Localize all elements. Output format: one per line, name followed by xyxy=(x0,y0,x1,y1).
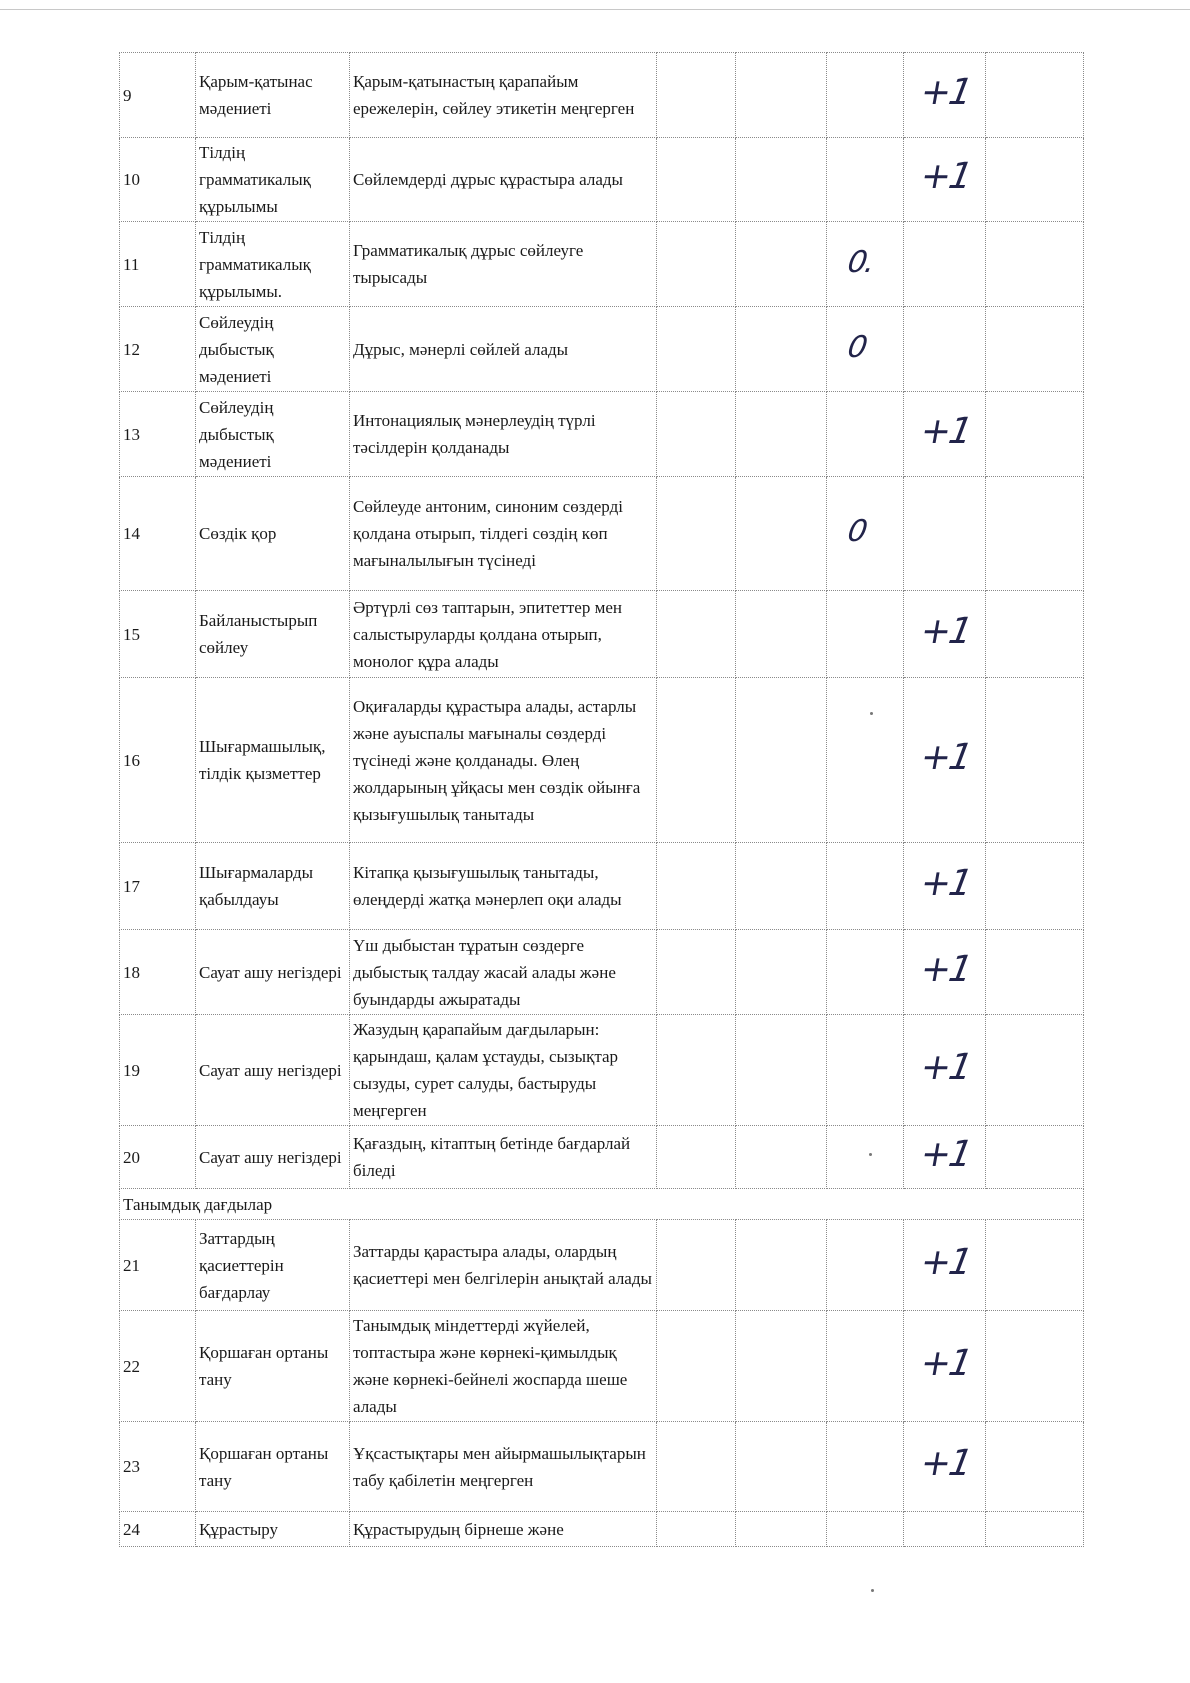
score-cell xyxy=(986,1311,1084,1422)
score-cell xyxy=(986,307,1084,392)
score-cell xyxy=(827,392,904,477)
handwritten-score: 0 xyxy=(844,329,869,365)
score-cell xyxy=(736,138,827,222)
table-row xyxy=(120,930,1084,1015)
score-cell xyxy=(904,53,986,138)
skill-description: Дұрыс, мәнерлі сөйлей алады xyxy=(350,307,657,392)
score-cell xyxy=(736,843,827,930)
handwritten-score: +1 xyxy=(917,948,974,990)
handwritten-score: +1 xyxy=(917,862,974,904)
row-number: 21 xyxy=(120,1220,196,1311)
skill-description: Интонациялық мәнерлеудің түрлі тәсілдерін қолданады xyxy=(350,392,657,477)
score-cell xyxy=(904,1220,986,1311)
score-cell xyxy=(827,1422,904,1512)
skill-description: Үш дыбыстан тұратын сөздерге дыбыстық талдау жасай алады және буындарды ажыратады xyxy=(350,930,657,1015)
handwritten-score: +1 xyxy=(917,1443,974,1484)
score-cell xyxy=(986,1015,1084,1126)
score-cell xyxy=(904,1015,986,1126)
table-row xyxy=(120,1311,1084,1422)
score-cell xyxy=(827,930,904,1015)
skill-area: Сауат ашу негіздері xyxy=(196,930,350,1015)
score-cell xyxy=(657,1311,736,1422)
skill-area: Шығармаларды қабылдауы xyxy=(196,843,350,930)
handwritten-score: +1 xyxy=(917,1046,974,1088)
row-number: 22 xyxy=(120,1311,196,1422)
score-cell xyxy=(986,591,1084,678)
score-cell xyxy=(827,138,904,222)
score-cell xyxy=(736,1422,827,1512)
score-cell xyxy=(827,843,904,930)
score-cell xyxy=(657,678,736,843)
score-cell xyxy=(657,930,736,1015)
score-cell xyxy=(827,222,904,307)
row-number: 17 xyxy=(120,843,196,930)
table-row xyxy=(120,1015,1084,1126)
score-cell xyxy=(904,930,986,1015)
score-cell xyxy=(904,1126,986,1189)
row-number: 18 xyxy=(120,930,196,1015)
score-cell xyxy=(827,1311,904,1422)
handwritten-score: +1 xyxy=(917,1342,974,1384)
score-cell xyxy=(986,138,1084,222)
score-cell xyxy=(657,138,736,222)
score-cell xyxy=(736,1512,827,1547)
row-number: 12 xyxy=(120,307,196,392)
skill-area: Сөйлеудің дыбыстық мәдениеті xyxy=(196,307,350,392)
score-cell xyxy=(736,222,827,307)
score-cell xyxy=(904,138,986,222)
skill-area: Қоршаған ортаны тану xyxy=(196,1311,350,1422)
row-number: 23 xyxy=(120,1422,196,1512)
score-cell xyxy=(986,678,1084,843)
score-cell xyxy=(736,392,827,477)
score-cell xyxy=(904,1512,986,1547)
skill-description: Танымдық міндеттерді жүйелей, топтастыра және көрнекі-қимылдық және көрнекі-бейнелі жоспарда шеше алады xyxy=(350,1311,657,1422)
row-number: 11 xyxy=(120,222,196,307)
handwritten-score: 0 xyxy=(844,514,869,549)
score-cell xyxy=(736,1220,827,1311)
score-cell xyxy=(657,843,736,930)
score-cell xyxy=(827,477,904,591)
skill-description: Грамматикалық дұрыс сөйлеуге тырысады xyxy=(350,222,657,307)
score-cell xyxy=(736,591,827,678)
score-cell xyxy=(827,1126,904,1189)
score-cell xyxy=(986,1512,1084,1547)
row-number: 16 xyxy=(120,678,196,843)
table-row xyxy=(120,307,1084,392)
skill-area: Тілдің грамматикалық құрылымы xyxy=(196,138,350,222)
score-cell xyxy=(827,591,904,678)
section-row xyxy=(120,1189,1084,1220)
skill-area: Сөздік қор xyxy=(196,477,350,591)
scan-speck xyxy=(869,1153,872,1156)
score-cell xyxy=(904,307,986,392)
skill-description: Сөйлемдерді дұрыс құрастыра алады xyxy=(350,138,657,222)
score-cell xyxy=(904,1422,986,1512)
score-cell xyxy=(986,1422,1084,1512)
score-cell xyxy=(657,477,736,591)
table-row xyxy=(120,1422,1084,1512)
handwritten-score: +1 xyxy=(917,610,974,652)
table-row xyxy=(120,1126,1084,1189)
row-number: 9 xyxy=(120,53,196,138)
score-cell xyxy=(827,678,904,843)
score-cell xyxy=(657,1220,736,1311)
score-cell xyxy=(657,392,736,477)
skill-description: Ұқсастықтары мен айырмашылықтарын табу қабілетін меңгерген xyxy=(350,1422,657,1512)
table-row xyxy=(120,222,1084,307)
score-cell xyxy=(986,53,1084,138)
handwritten-score: +1 xyxy=(917,736,974,778)
score-cell xyxy=(827,1220,904,1311)
score-cell xyxy=(827,307,904,392)
handwritten-score: +1 xyxy=(917,410,974,452)
score-cell xyxy=(986,392,1084,477)
score-cell xyxy=(986,222,1084,307)
score-cell xyxy=(736,678,827,843)
skill-description: Қарым-қатынастың қарапайым ережелерін, сөйлеу этикетін меңгерген xyxy=(350,53,657,138)
skill-area: Тілдің грамматикалық құрылымы. xyxy=(196,222,350,307)
handwritten-score: 0. xyxy=(844,244,876,280)
score-cell xyxy=(986,843,1084,930)
score-cell xyxy=(736,53,827,138)
score-cell xyxy=(736,307,827,392)
score-cell xyxy=(736,930,827,1015)
table-row xyxy=(120,477,1084,591)
score-cell xyxy=(986,930,1084,1015)
table-row xyxy=(120,53,1084,138)
skill-description: Заттарды қарастыра алады, олардың қасиеттері мен белгілерін анықтай алады xyxy=(350,1220,657,1311)
score-cell xyxy=(904,843,986,930)
scan-speck xyxy=(871,1589,874,1592)
skill-description: Әртүрлі сөз таптарын, эпитеттер мен салыстыруларды қолдана отырып, монолог құра алады xyxy=(350,591,657,678)
table-row xyxy=(120,843,1084,930)
skill-area: Сауат ашу негіздері xyxy=(196,1126,350,1189)
handwritten-score: +1 xyxy=(917,1133,974,1175)
score-cell xyxy=(904,1311,986,1422)
score-cell xyxy=(736,1311,827,1422)
skill-description: Жазудың қарапайым дағдыларын: қарындаш, қалам ұстауды, сызықтар сызуды, сурет салуды, бастыруды меңгерген xyxy=(350,1015,657,1126)
score-cell xyxy=(986,1220,1084,1311)
skill-description: Кітапқа қызығушылық танытады, өлеңдерді жатқа мәнерлеп оқи алады xyxy=(350,843,657,930)
table-row xyxy=(120,392,1084,477)
row-number: 14 xyxy=(120,477,196,591)
skill-description: Оқиғаларды құрастыра алады, астарлы және ауыспалы мағыналы сөздерді түсінеді және қолданады. Өлең жолдарының ұйқасы мен сөздік ойынға қызығушылық танытады xyxy=(350,678,657,843)
score-cell xyxy=(657,591,736,678)
score-cell xyxy=(986,477,1084,591)
assessment-table xyxy=(119,52,1084,1547)
score-cell xyxy=(657,1512,736,1547)
skill-area: Шығармашылық, тілдік қызметтер xyxy=(196,678,350,843)
row-number: 24 xyxy=(120,1512,196,1547)
scan-speck xyxy=(870,712,873,715)
skill-area: Байланыстырып сөйлеу xyxy=(196,591,350,678)
score-cell xyxy=(904,678,986,843)
score-cell xyxy=(904,222,986,307)
skill-description: Қағаздың, кітаптың бетінде бағдарлай біледі xyxy=(350,1126,657,1189)
row-number: 10 xyxy=(120,138,196,222)
row-number: 19 xyxy=(120,1015,196,1126)
score-cell xyxy=(657,307,736,392)
skill-area: Қарым-қатынас мәдениеті xyxy=(196,53,350,138)
score-cell xyxy=(657,1015,736,1126)
score-cell xyxy=(657,1422,736,1512)
row-number: 15 xyxy=(120,591,196,678)
skill-area: Заттардың қасиеттерін бағдарлау xyxy=(196,1220,350,1311)
score-cell xyxy=(827,53,904,138)
score-cell xyxy=(657,53,736,138)
skill-description: Сөйлеуде антоним, синоним сөздерді қолдана отырып, тілдегі сөздің көп мағыналылығын түсінеді xyxy=(350,477,657,591)
handwritten-score: +1 xyxy=(917,1241,974,1283)
table-row xyxy=(120,678,1084,843)
section-title: Танымдық дағдылар xyxy=(120,1189,1084,1220)
score-cell xyxy=(904,392,986,477)
table-row xyxy=(120,138,1084,222)
score-cell xyxy=(904,477,986,591)
score-cell xyxy=(986,1126,1084,1189)
row-number: 20 xyxy=(120,1126,196,1189)
score-cell xyxy=(657,222,736,307)
skill-area: Сөйлеудің дыбыстық мәдениеті xyxy=(196,392,350,477)
handwritten-score: +1 xyxy=(917,156,974,197)
score-cell xyxy=(657,1126,736,1189)
table-row xyxy=(120,1512,1084,1547)
page-top-rule xyxy=(0,9,1190,10)
score-cell xyxy=(904,591,986,678)
score-cell xyxy=(736,1015,827,1126)
handwritten-score: +1 xyxy=(917,71,974,113)
score-cell xyxy=(736,477,827,591)
score-cell xyxy=(736,1126,827,1189)
skill-area: Сауат ашу негіздері xyxy=(196,1015,350,1126)
skill-area: Құрастыру xyxy=(196,1512,350,1547)
row-number: 13 xyxy=(120,392,196,477)
score-cell xyxy=(827,1015,904,1126)
table-row xyxy=(120,591,1084,678)
skill-description: Құрастырудың бірнеше және xyxy=(350,1512,657,1547)
table-row xyxy=(120,1220,1084,1311)
skill-area: Қоршаған ортаны тану xyxy=(196,1422,350,1512)
score-cell xyxy=(827,1512,904,1547)
